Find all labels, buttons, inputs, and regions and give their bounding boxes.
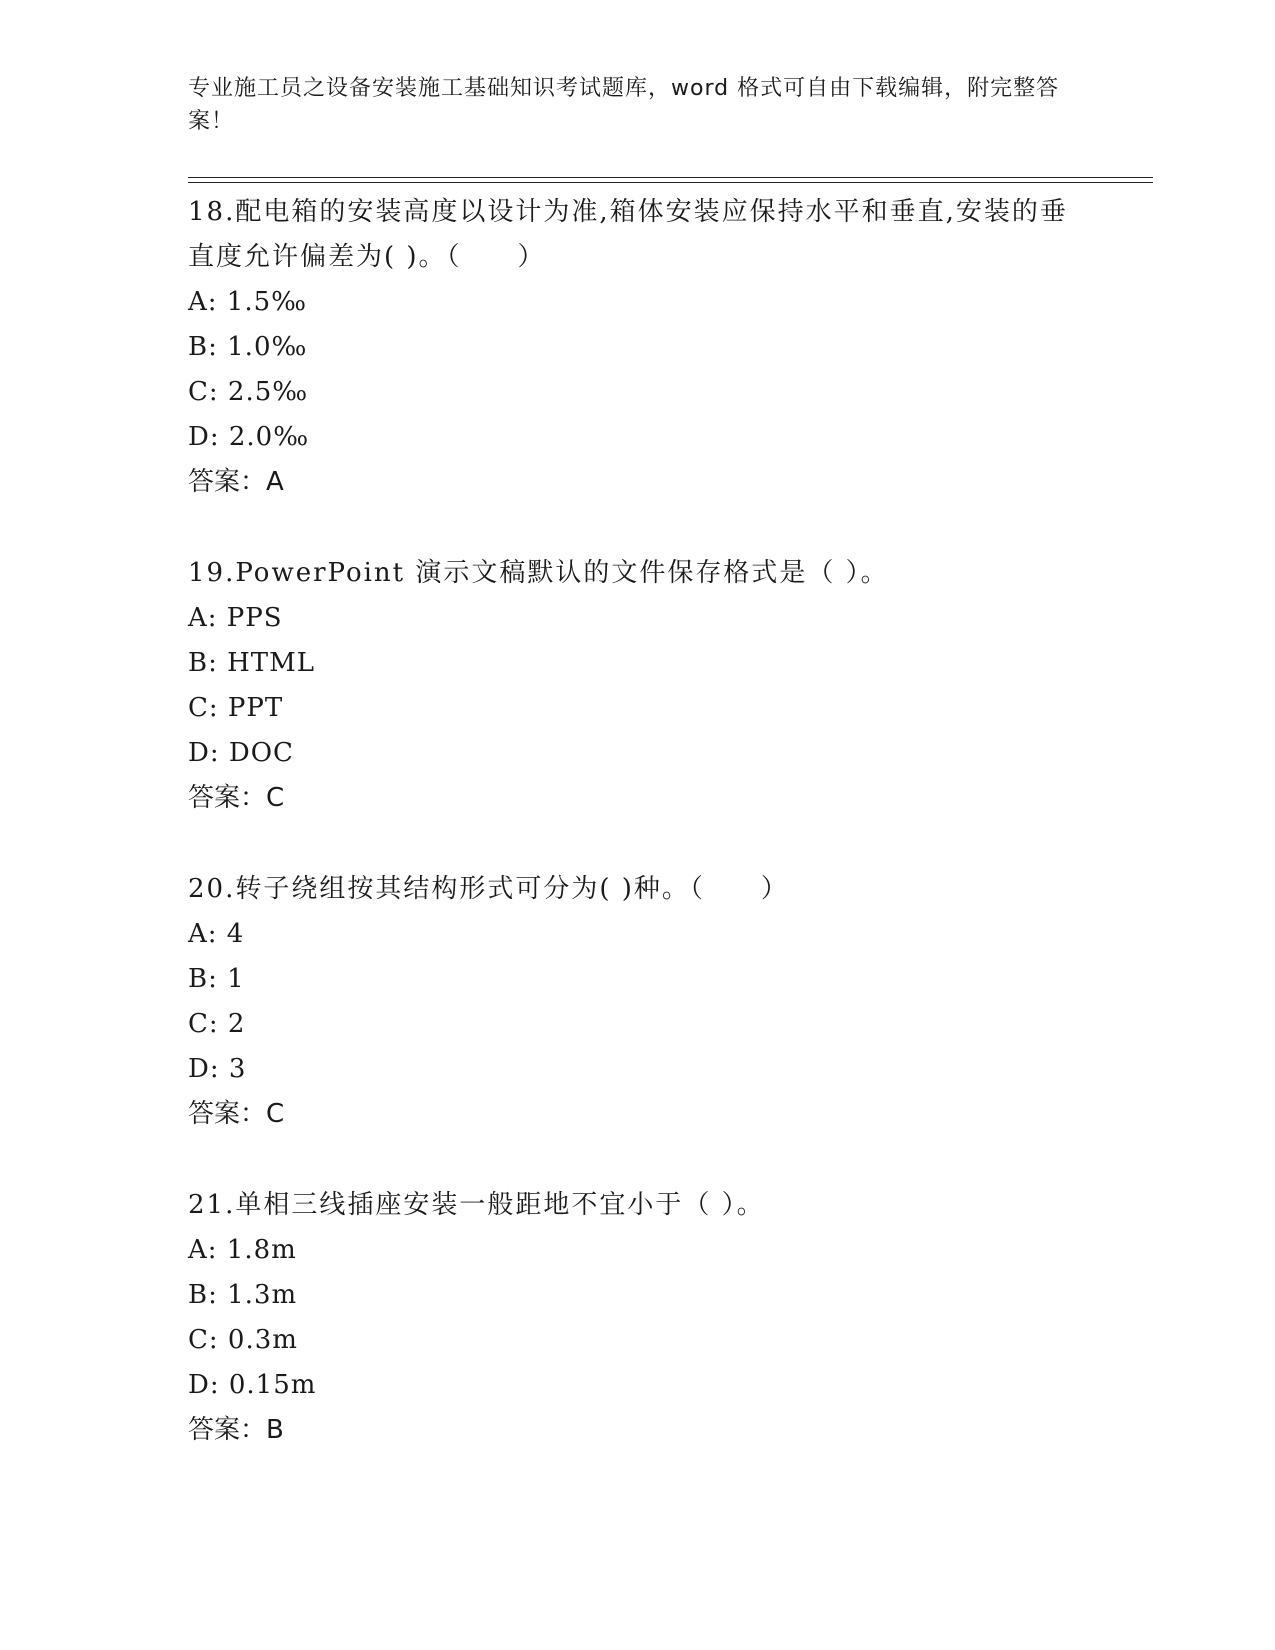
question-21	[188, 1183, 1088, 1453]
question-stem: 19.PowerPoint 演示文稿默认的文件保存格式是（ ）。	[188, 558, 889, 588]
question-list	[188, 190, 1088, 1499]
option-b: B: HTML	[188, 648, 316, 678]
option-a: A: 1.8m	[188, 1235, 297, 1265]
question-stem: 21.单相三线插座安装一般距地不宜小于（ ）。	[188, 1190, 765, 1220]
document-header: 专业施工员之设备安装施工基础知识考试题库，word 格式可自由下载编辑，附完整答案！	[188, 76, 1060, 134]
option-a: A: PPS	[188, 603, 283, 633]
option-b: B: 1.3m	[188, 1280, 298, 1310]
answer-label: 答案：A	[188, 467, 284, 497]
option-d: D: DOC	[188, 738, 294, 768]
option-d: D: 0.15m	[188, 1370, 317, 1400]
option-a: A: 1.5‰	[188, 287, 308, 317]
question-19	[188, 551, 1088, 821]
option-a: A: 4	[188, 919, 245, 949]
option-d: D: 2.0‰	[188, 422, 310, 452]
question-stem: 20.转子绕组按其结构形式可分为( )种。（ ）	[188, 874, 789, 904]
option-b: B: 1	[188, 964, 245, 994]
header-divider-top	[188, 177, 1153, 178]
question-20	[188, 867, 1088, 1137]
question-stem: 18.配电箱的安装高度以设计为准,箱体安装应保持水平和垂直,安装的垂直度允许偏差为( )。（ ）	[188, 197, 1068, 272]
option-c: C: 0.3m	[188, 1325, 298, 1355]
answer-label: 答案：C	[188, 1099, 285, 1129]
option-b: B: 1.0‰	[188, 332, 308, 362]
answer-label: 答案：B	[188, 1415, 284, 1445]
option-c: C: 2	[188, 1009, 246, 1039]
answer-label: 答案：C	[188, 783, 285, 813]
option-c: C: 2.5‰	[188, 377, 309, 407]
question-18	[188, 190, 1088, 505]
option-c: C: PPT	[188, 693, 284, 723]
header-divider-bottom	[188, 182, 1153, 183]
option-d: D: 3	[188, 1054, 247, 1084]
